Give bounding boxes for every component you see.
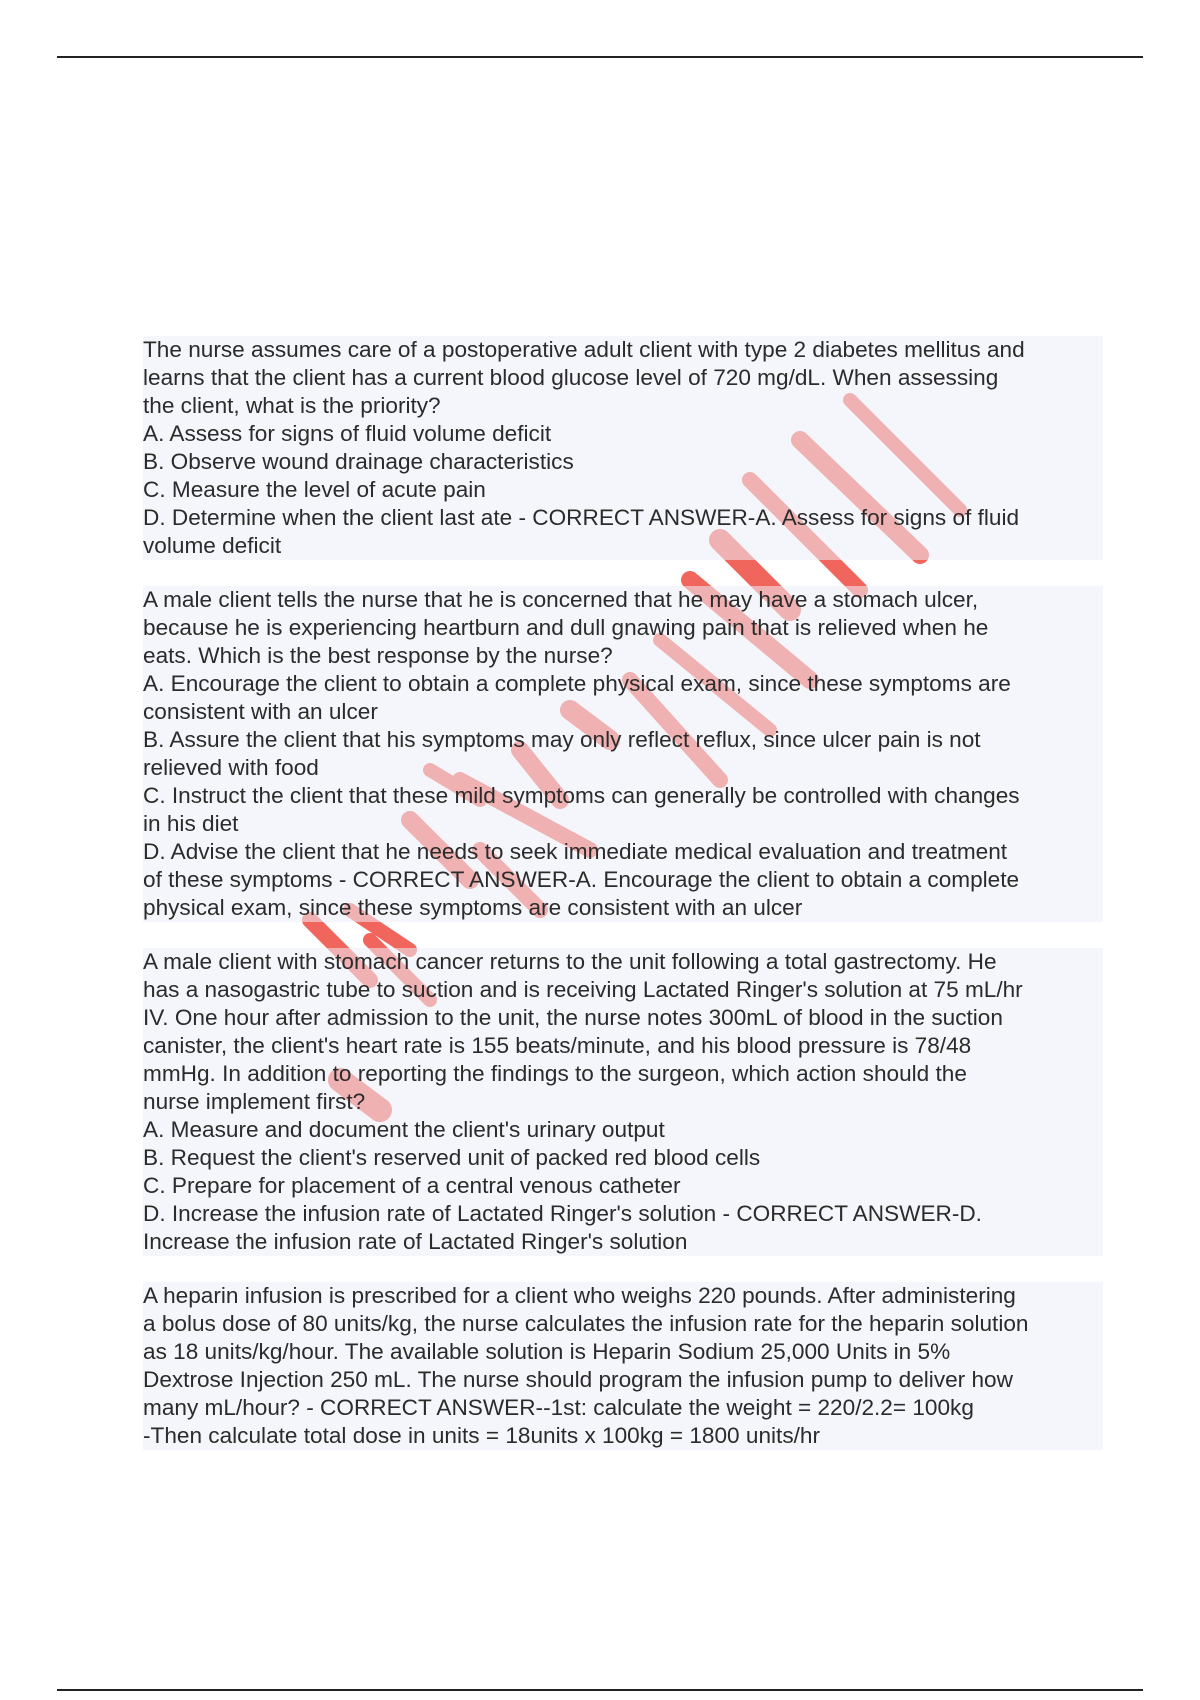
- text-line: D. Advise the client that he needs to seek immediate medical evaluation and treatment: [143, 838, 1103, 866]
- text-line: learns that the client has a current blood glucose level of 720 mg/dL. When assessing: [143, 364, 1103, 392]
- question-block: [143, 1282, 1103, 1450]
- text-line: C. Prepare for placement of a central venous catheter: [143, 1172, 1103, 1200]
- text-line: volume deficit: [143, 532, 1103, 560]
- page-bottom-rule: [57, 1689, 1143, 1691]
- text-line: A heparin infusion is prescribed for a client who weighs 220 pounds. After administering: [143, 1282, 1103, 1310]
- text-line: canister, the client's heart rate is 155 beats/minute, and his blood pressure is 78/48: [143, 1032, 1103, 1060]
- text-line: D. Increase the infusion rate of Lactated Ringer's solution - CORRECT ANSWER-D.: [143, 1200, 1103, 1228]
- question-block: [143, 336, 1103, 560]
- text-line: A. Encourage the client to obtain a complete physical exam, since these symptoms are: [143, 670, 1103, 698]
- text-line: D. Determine when the client last ate - CORRECT ANSWER-A. Assess for signs of fluid: [143, 504, 1103, 532]
- question-block: [143, 948, 1103, 1256]
- text-line: in his diet: [143, 810, 1103, 838]
- text-line: eats. Which is the best response by the nurse?: [143, 642, 1103, 670]
- text-line: The nurse assumes care of a postoperative adult client with type 2 diabetes mellitus and: [143, 336, 1103, 364]
- text-line: a bolus dose of 80 units/kg, the nurse calculates the infusion rate for the heparin solution: [143, 1310, 1103, 1338]
- text-line: Increase the infusion rate of Lactated Ringer's solution: [143, 1228, 1103, 1256]
- text-line: A. Measure and document the client's urinary output: [143, 1116, 1103, 1144]
- text-line: of these symptoms - CORRECT ANSWER-A. Encourage the client to obtain a complete: [143, 866, 1103, 894]
- text-line: mmHg. In addition to reporting the findings to the surgeon, which action should the: [143, 1060, 1103, 1088]
- text-line: as 18 units/kg/hour. The available solution is Heparin Sodium 25,000 Units in 5%: [143, 1338, 1103, 1366]
- text-line: because he is experiencing heartburn and dull gnawing pain that is relieved when he: [143, 614, 1103, 642]
- text-line: Dextrose Injection 250 mL. The nurse should program the infusion pump to deliver how: [143, 1366, 1103, 1394]
- page-top-rule: [57, 56, 1143, 58]
- text-line: C. Instruct the client that these mild symptoms can generally be controlled with changes: [143, 782, 1103, 810]
- text-line: -Then calculate total dose in units = 18units x 100kg = 1800 units/hr: [143, 1422, 1103, 1450]
- text-line: many mL/hour? - CORRECT ANSWER--1st: calculate the weight = 220/2.2= 100kg: [143, 1394, 1103, 1422]
- text-line: B. Assure the client that his symptoms may only reflect reflux, since ulcer pain is not: [143, 726, 1103, 754]
- text-line: physical exam, since these symptoms are consistent with an ulcer: [143, 894, 1103, 922]
- text-line: nurse implement first?: [143, 1088, 1103, 1116]
- text-line: A male client tells the nurse that he is concerned that he may have a stomach ulcer,: [143, 586, 1103, 614]
- text-line: B. Observe wound drainage characteristics: [143, 448, 1103, 476]
- text-line: A. Assess for signs of fluid volume deficit: [143, 420, 1103, 448]
- question-block: [143, 586, 1103, 922]
- text-line: the client, what is the priority?: [143, 392, 1103, 420]
- text-line: relieved with food: [143, 754, 1103, 782]
- text-line: A male client with stomach cancer returns to the unit following a total gastrectomy. He: [143, 948, 1103, 976]
- text-line: has a nasogastric tube to suction and is receiving Lactated Ringer's solution at 75 mL/hr: [143, 976, 1103, 1004]
- text-line: C. Measure the level of acute pain: [143, 476, 1103, 504]
- text-line: IV. One hour after admission to the unit, the nurse notes 300mL of blood in the suction: [143, 1004, 1103, 1032]
- document-body: [143, 336, 1103, 1476]
- text-line: consistent with an ulcer: [143, 698, 1103, 726]
- text-line: B. Request the client's reserved unit of packed red blood cells: [143, 1144, 1103, 1172]
